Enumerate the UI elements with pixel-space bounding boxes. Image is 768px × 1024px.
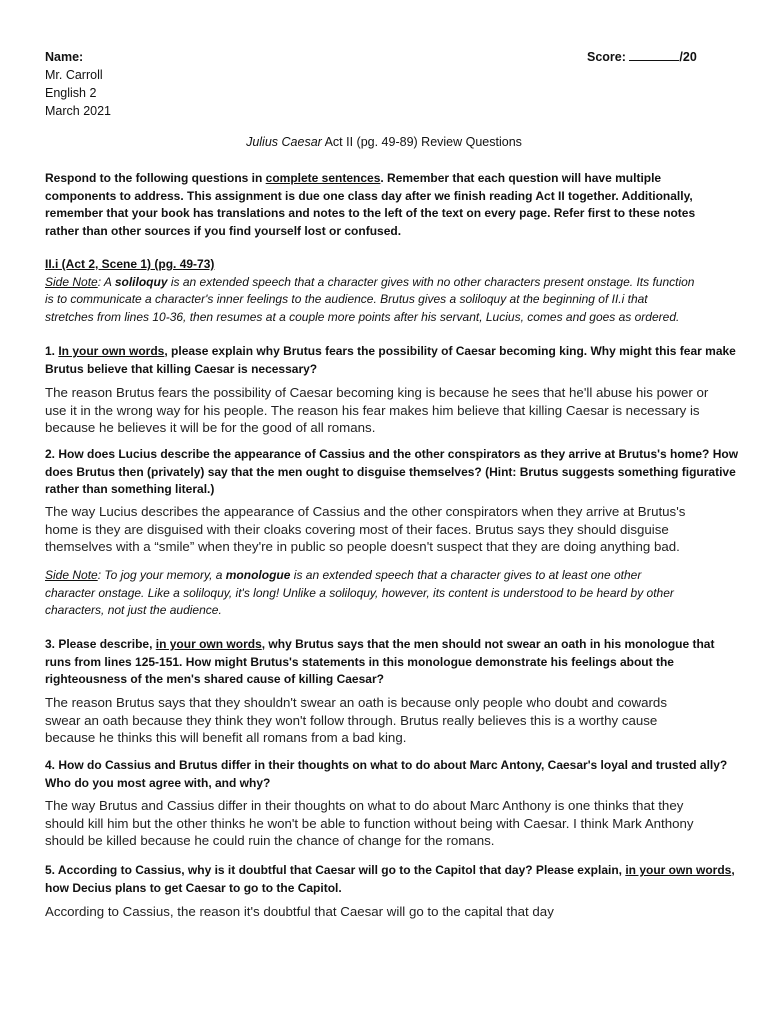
answer-4-line-3: should be killed because he could ruin the chance of change for the romans. [45, 833, 495, 848]
title-rest: Act II (pg. 49-89) Review Questions [321, 135, 522, 149]
question-4 [45, 757, 735, 792]
name-label: Name: [45, 50, 84, 64]
question-3 [45, 636, 735, 689]
question-5 [45, 862, 735, 897]
side-note-2-term: monologue [225, 568, 291, 582]
q5-text-b: , [731, 863, 735, 877]
score-total: /20 [679, 50, 697, 64]
answer-4-line-2: should kill him but the other thinks he won't be able to function without being with Caesar. I think Mark Anthony [45, 815, 694, 831]
score-label: Score: [587, 50, 626, 64]
side-note-label: Side Note [45, 274, 98, 289]
answer-2-line-1: The way Lucius describes the appearance of Cassius and the other conspirators when they arrive at Brutus's [45, 504, 686, 519]
q5-underline: in your own words [625, 863, 732, 877]
answer-4-line-1: The way Brutus and Cassius differ in their thoughts on what to do about Marc Anthony is one thinks that they [45, 798, 684, 813]
q5-line-2: how Decius plans to get Caesar to go to the Capitol. [45, 880, 342, 895]
answer-4[interactable] [45, 797, 735, 850]
instructions-line-2: components to address. This assignment is due one class day after we finish reading Act II together. Additionally, [45, 188, 693, 203]
date-text: March 2021 [45, 104, 112, 118]
side-note-2 [45, 567, 735, 620]
score-blank[interactable] [629, 49, 679, 61]
side-note-2-line-2: character onstage. Like a soliloquy, it's long! Unlike a soliloquy, however, its content is understood to be heard by other [45, 585, 674, 600]
answer-3-line-1: The reason Brutus says that they shouldn't swear an oath is because only people who doubt and cowards [45, 695, 667, 710]
question-2 [45, 446, 739, 499]
teacher-name: Mr. Carroll [45, 68, 103, 82]
section-intro [45, 256, 735, 326]
instructions [45, 170, 735, 240]
q2-line-1: 2. How does Lucius describe the appearance of Cassius and the other conspirators as they arrive at Brutus's home? How [45, 447, 739, 461]
side-note-2-line-3: characters, not just the audience. [45, 603, 222, 617]
side-note-2-text-a: : To jog your memory, a [97, 568, 226, 582]
q3-line-2: runs from lines 125-151. How might Brutus's statements in this monologue demonstrate his feelings about the [45, 654, 674, 669]
answer-1-line-3: because he believes it will be for the good of all romans. [45, 420, 376, 435]
answer-5-line-1: According to Cassius, the reason it's doubtful that Caesar will go to the capital that day [45, 904, 554, 919]
answer-1[interactable] [45, 384, 735, 437]
q5-text-a: 5. According to Cassius, why is it doubtful that Caesar will go to the Capitol that day? Please explain, [45, 863, 626, 877]
instructions-underline: complete sentences [265, 171, 381, 185]
section-heading: II.i (Act 2, Scene 1) (pg. 49-73) [45, 257, 215, 271]
q2-line-2: does Brutus then (privately) say that the men ought to disguise themselves? (Hint: Brutus suggests something figurative [45, 464, 736, 479]
q1-underline: In your own words [58, 344, 165, 358]
side-note-term: soliloquy [114, 274, 168, 289]
side-note-line-3: stretches from lines 10-36, then resumes at a couple more points after his servant, Lucius, comes and goes as ordered. [45, 309, 680, 324]
header-block [45, 48, 111, 120]
instructions-line-1a: Respond to the following questions in [45, 171, 266, 185]
q4-line-2: Who do you most agree with, and why? [45, 775, 271, 790]
side-note-text-b: is an extended speech that a character gives with no other characters present onstage. Its function [167, 274, 695, 289]
q4-line-1: 4. How do Cassius and Brutus differ in their thoughts on what to do about Marc Antony, Caesar's loyal and trusted ally? [45, 758, 728, 772]
answer-3-line-2: swear an oath because they think they won't follow through. Brutus really believes this is a worthy cause [45, 712, 658, 728]
side-note-2-label: Side Note [45, 568, 98, 582]
answer-5[interactable] [45, 903, 735, 921]
q1-text: , please explain why Brutus fears the possibility of Caesar becoming king. Why might this fear make [164, 344, 736, 358]
answer-2-line-3: themselves with a “smile” when they're in public so people doesn't suspect that they are doing anything bad. [45, 539, 680, 554]
q3-text-b: , why Brutus says that the men should not swear an oath in his monologue that [261, 637, 715, 651]
side-note-line-2: is to communicate a character's inner feelings to the audience. Brutus gives a soliloquy at the beginning of II.i that [45, 292, 648, 306]
side-note-2-text-b: is an extended speech that a character gives to at least one other [290, 568, 642, 582]
side-note-text-a: : A [97, 274, 115, 289]
q3-line-3: righteousness of the men's shared cause of killing Caesar? [45, 672, 384, 686]
title-work: Julius Caesar [246, 135, 322, 149]
answer-3[interactable] [45, 694, 735, 747]
answer-2[interactable] [45, 503, 735, 556]
q1-line-2: Brutus believe that killing Caesar is necessary? [45, 361, 318, 376]
q2-line-3: rather than something literal.) [45, 482, 215, 496]
score-field [587, 48, 697, 66]
answer-2-line-2: home is they are disguised with their cloaks covering most of their faces. Brutus says they should disguise [45, 521, 669, 537]
course-name: English 2 [45, 86, 97, 100]
question-1 [45, 343, 735, 378]
answer-1-line-2: use it in the wrong way for his people. The reason his fear makes him believe that killing Caesar is necessary is [45, 402, 700, 418]
q1-number: 1. [45, 344, 59, 358]
q3-underline: in your own words [155, 637, 262, 651]
page-title [0, 135, 768, 149]
instructions-line-3: remember that your book has translations and notes to the left of the text on every page. Refer first to these notes [45, 206, 696, 220]
q3-text-a: 3. Please describe, [45, 637, 156, 651]
answer-3-line-3: because he thinks this will benefit all romans from a bad king. [45, 730, 407, 745]
answer-1-line-1: The reason Brutus fears the possibility of Caesar becoming king is because he sees that he'll abuse his power or [45, 385, 709, 400]
instructions-line-4: rather than other sources if you find yourself lost or confused. [45, 223, 402, 238]
instructions-line-1b: . Remember that each question will have multiple [380, 171, 662, 185]
